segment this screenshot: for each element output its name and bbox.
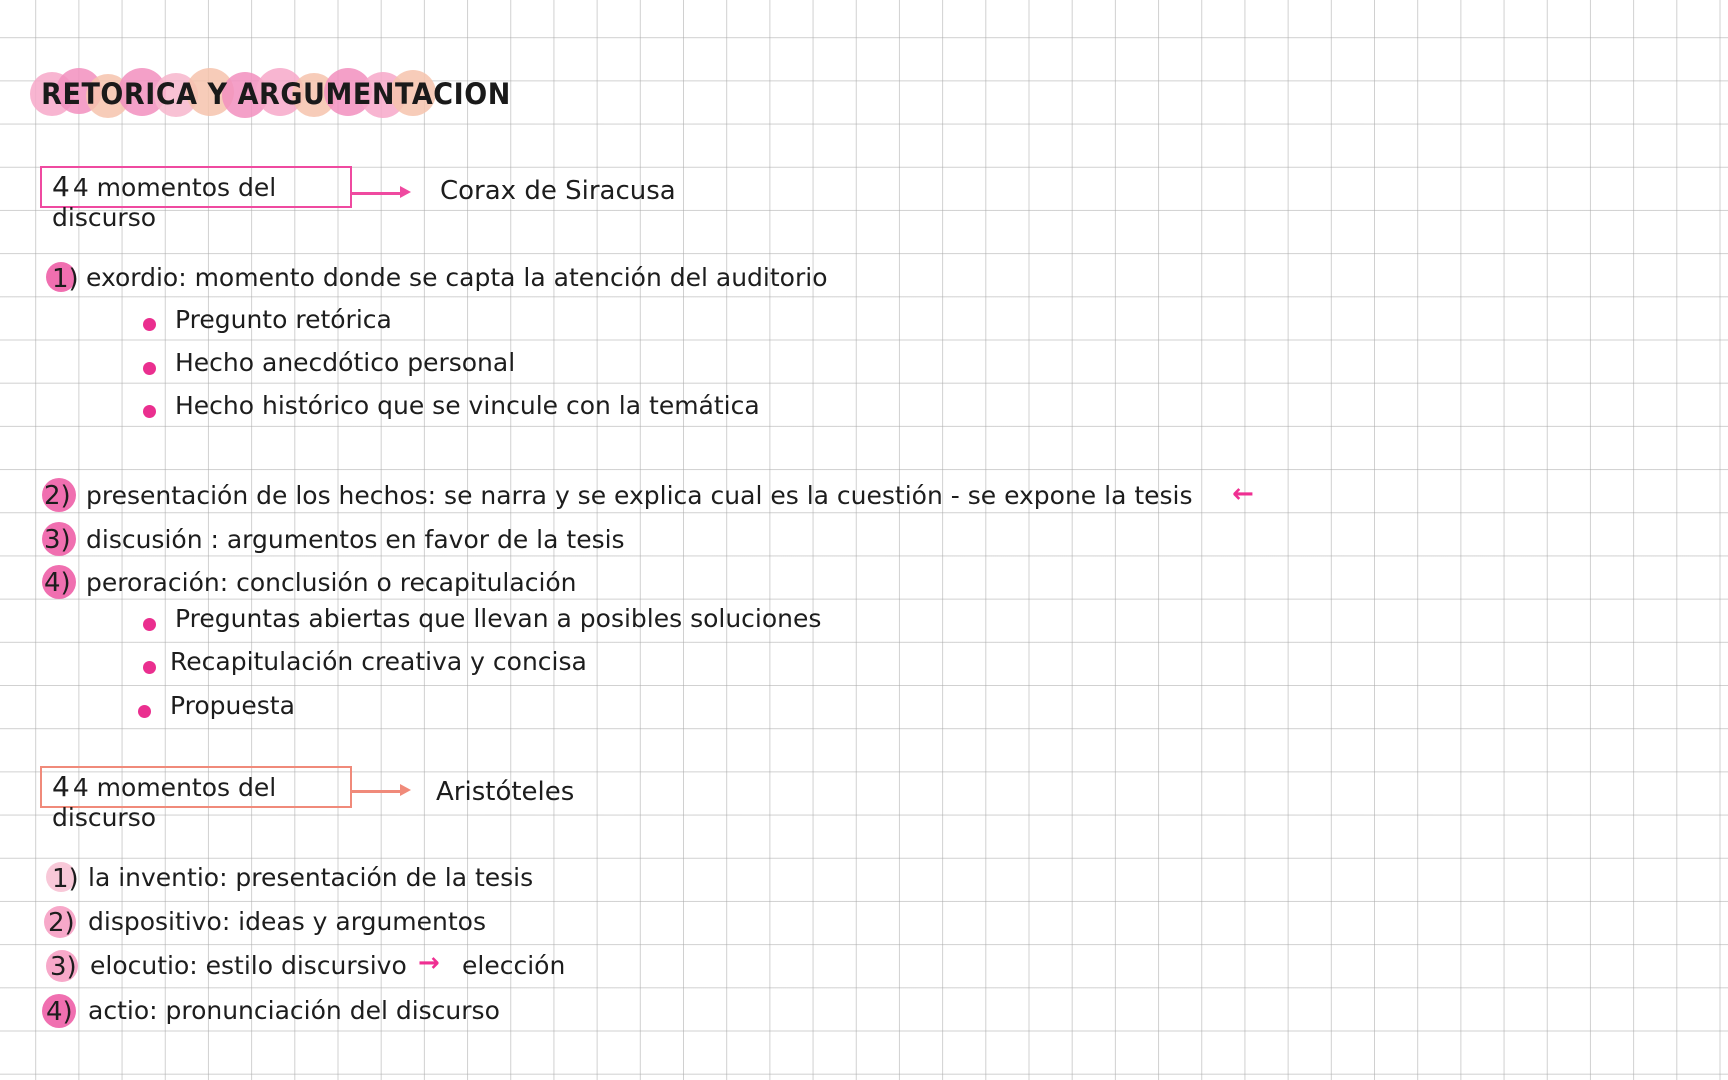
item-text-3: discusión : argumentos en favor de la tesis xyxy=(86,525,625,554)
attribution-corax: Corax de Siracusa xyxy=(440,176,676,206)
left-arrow-annotation-icon: ← xyxy=(1232,479,1254,509)
arrow-head-corax xyxy=(400,186,411,198)
item-text-a2: dispositivo: ideas y argumentos xyxy=(88,907,486,936)
item-marker-2: 2) xyxy=(44,481,71,511)
arrow-line-aristoteles xyxy=(352,790,404,793)
attribution-aristoteles: Aristóteles xyxy=(436,777,575,807)
arrow-head-aristoteles xyxy=(400,784,411,796)
item-text-4: peroración: conclusión o recapitulación xyxy=(86,568,577,597)
bullet-icon xyxy=(138,705,151,718)
item-text-1: exordio: momento donde se capta la atención del auditorio xyxy=(86,263,828,292)
sub-item-text: Hecho histórico que se vincule con la temática xyxy=(175,391,760,420)
sub-item-text: Pregunto retórica xyxy=(175,305,392,334)
item-marker-4: 4) xyxy=(44,568,71,598)
page-title xyxy=(30,68,559,122)
right-arrow-annotation-icon: → xyxy=(418,948,440,978)
bullet-icon xyxy=(143,362,156,375)
item-marker-a3: 3) xyxy=(50,952,77,982)
section-label-aristoteles xyxy=(40,766,352,832)
bullet-icon xyxy=(143,318,156,331)
item-text-a1: la inventio: presentación de la tesis xyxy=(88,863,534,892)
item-marker-a4: 4) xyxy=(46,997,73,1027)
item-text-a4: actio: pronunciación del discurso xyxy=(88,996,500,1025)
bullet-icon xyxy=(143,405,156,418)
arrow-line-corax xyxy=(352,192,404,195)
item-marker-a1: 1) xyxy=(52,864,79,894)
section-label-corax xyxy=(40,166,352,232)
bullet-icon xyxy=(143,661,156,674)
sub-item-text: Recapitulación creativa y concisa xyxy=(170,647,587,676)
item-marker-a2: 2) xyxy=(48,908,75,938)
sub-item-text: Hecho anecdótico personal xyxy=(175,348,516,377)
section-label-aristoteles-text: 4 momentos del discurso xyxy=(52,773,277,832)
sub-item-text: Preguntas abiertas que llevan a posibles soluciones xyxy=(175,604,822,633)
item-text-a3: elocutio: estilo discursivo xyxy=(90,951,407,980)
section-label-aristoteles-number: 4 xyxy=(52,770,70,803)
title-text: RETORICA Y ARGUMENTACION xyxy=(41,77,511,111)
section-label-corax-text: 4 momentos del discurso xyxy=(52,173,277,232)
bullet-icon xyxy=(143,618,156,631)
item-text-a3-after-arrow: elección xyxy=(462,951,566,980)
item-marker-1: 1) xyxy=(52,264,79,294)
section-label-corax-number: 4 xyxy=(52,170,70,203)
sub-item-text: Propuesta xyxy=(170,691,295,720)
item-marker-3: 3) xyxy=(44,525,71,555)
item-text-2: presentación de los hechos: se narra y se explica cual es la cuestión - se expone la tesis xyxy=(86,481,1193,510)
